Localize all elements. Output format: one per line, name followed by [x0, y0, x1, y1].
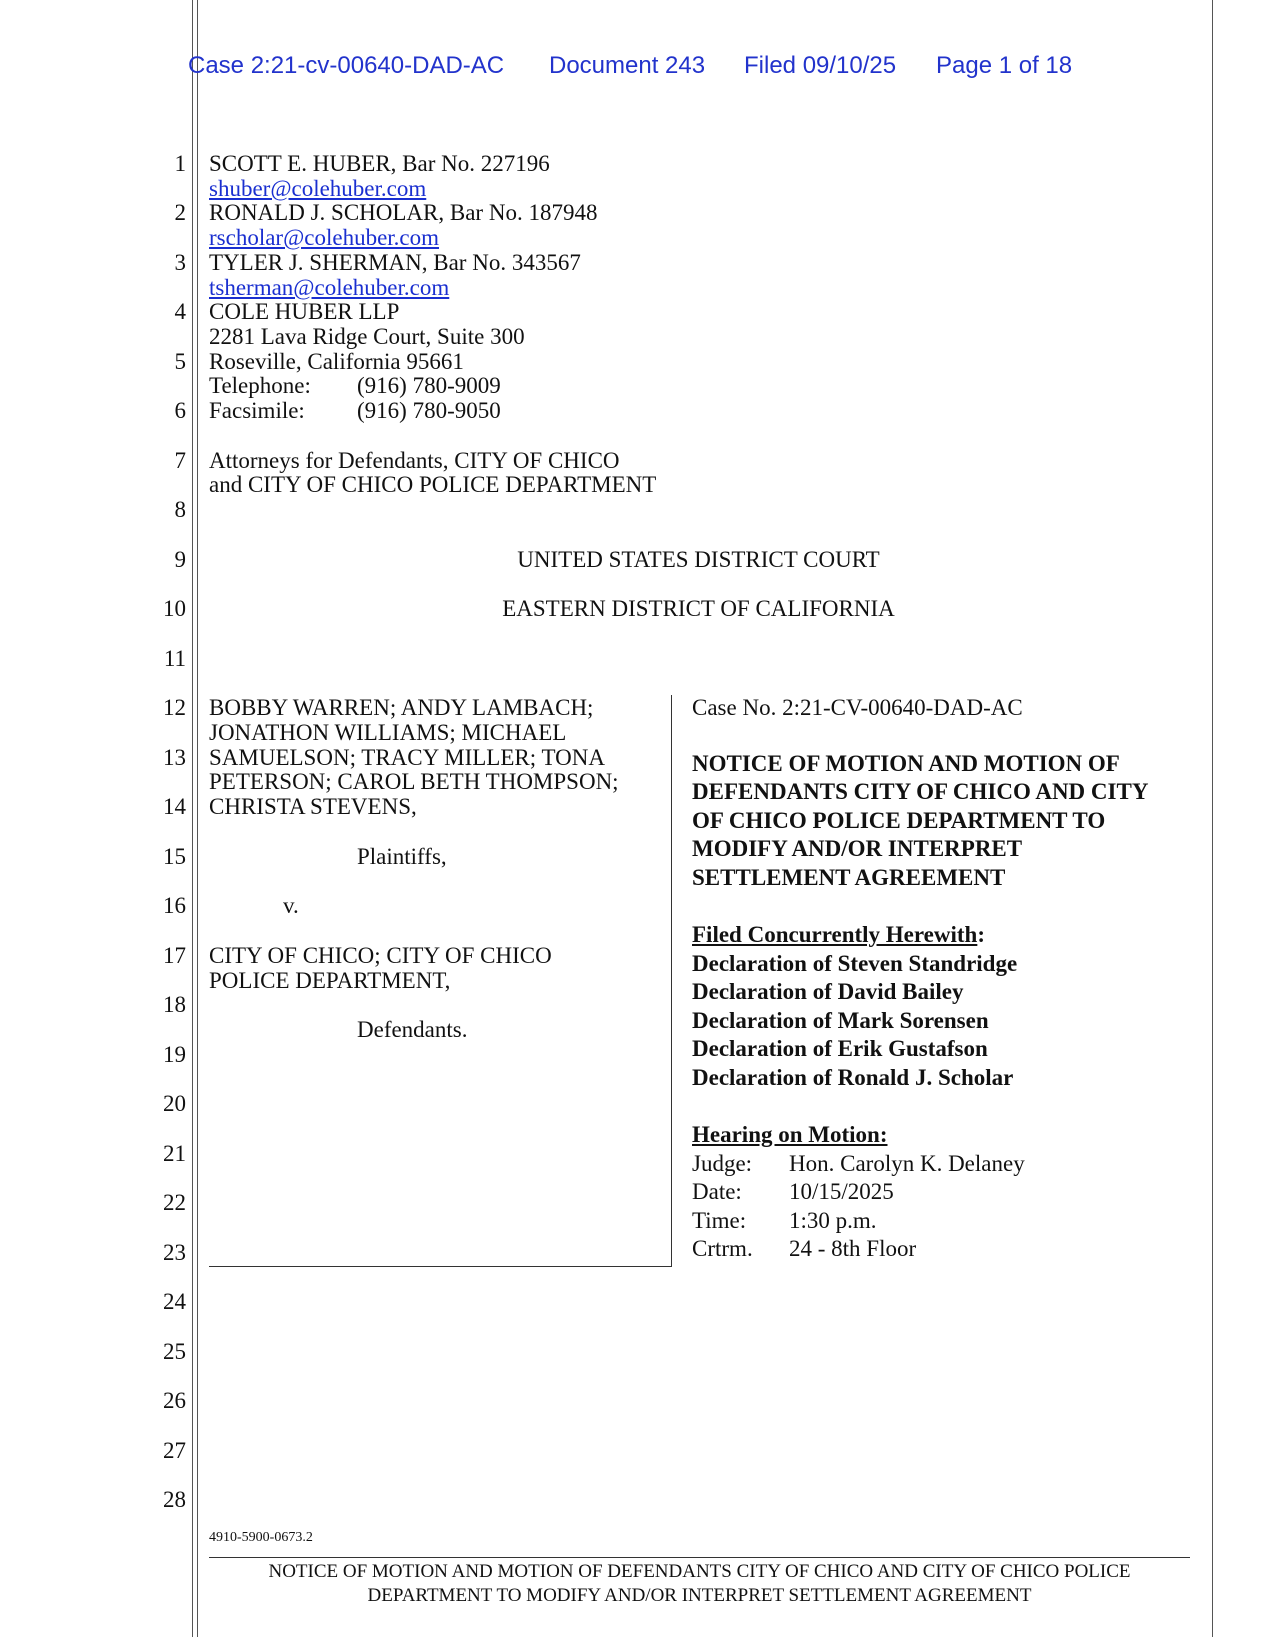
filed-concurrently-heading: Filed Concurrently Herewith:: [692, 922, 986, 947]
motion-title-line: SETTLEMENT AGREEMENT: [692, 865, 1006, 890]
filed-concurrently-text: Filed Concurrently Herewith: [692, 922, 978, 947]
line-number: 2: [174, 200, 186, 225]
plaintiff-names-line: CHRISTA STEVENS,: [209, 794, 417, 819]
court-name: UNITED STATES DISTRICT COURT: [517, 547, 880, 572]
line-number: 8: [174, 497, 186, 522]
line-number: 5: [174, 349, 186, 374]
hearing-judge-label: Judge:: [692, 1151, 753, 1176]
attorney-name: TYLER J. SHERMAN, Bar No. 343567: [209, 250, 581, 275]
motion-title-line: DEFENDANTS CITY OF CHICO AND CITY: [692, 779, 1149, 804]
line-number: 10: [163, 596, 186, 621]
line-number: 6: [174, 398, 186, 423]
telephone-number: (916) 780-9009: [357, 373, 501, 398]
attorney-name: RONALD J. SCHOLAR, Bar No. 187948: [209, 200, 598, 225]
hearing-courtroom: 24 - 8th Floor: [789, 1236, 917, 1261]
motion-title-line: NOTICE OF MOTION AND MOTION OF: [692, 751, 1120, 776]
line-number: 20: [163, 1091, 186, 1116]
declaration-item: Declaration of Mark Sorensen: [692, 1008, 989, 1033]
declaration-item: Declaration of David Bailey: [692, 979, 964, 1004]
defendants-label: Defendants.: [357, 1017, 468, 1042]
footer-rule: [209, 1557, 1190, 1558]
left-margin-rule-2: [197, 0, 198, 1637]
declaration-item: Declaration of Steven Standridge: [692, 951, 1018, 976]
facsimile-number: (916) 780-9050: [357, 398, 501, 423]
line-number: 26: [163, 1388, 186, 1413]
facsimile-label: Facsimile:: [209, 398, 305, 423]
attorney-email-link[interactable]: tsherman@colehuber.com: [209, 275, 450, 300]
line-number: 22: [163, 1190, 186, 1215]
plaintiff-names-line: BOBBY WARREN; ANDY LAMBACH;: [209, 695, 594, 720]
plaintiff-names-line: PETERSON; CAROL BETH THOMPSON;: [209, 769, 619, 794]
line-number: 7: [174, 448, 186, 473]
declaration-item: Declaration of Ronald J. Scholar: [692, 1065, 1014, 1090]
telephone-label: Telephone:: [209, 373, 311, 398]
plaintiffs-label: Plaintiffs,: [357, 844, 447, 869]
line-number: 21: [163, 1141, 186, 1166]
line-number: 15: [163, 844, 186, 869]
line-number: 1: [174, 151, 186, 176]
line-number: 4: [174, 299, 186, 324]
plaintiff-names-line: JONATHON WILLIAMS; MICHAEL: [209, 720, 567, 745]
court-district: EASTERN DISTRICT OF CALIFORNIA: [502, 596, 895, 621]
document-id: 4910-5900-0673.2: [209, 1530, 313, 1545]
firm-address-line: 2281 Lava Ridge Court, Suite 300: [209, 324, 525, 349]
line-number: 28: [163, 1487, 186, 1512]
hearing-date: 10/15/2025: [789, 1179, 894, 1204]
footer-title: [209, 1560, 1190, 1608]
attorneys-for-line: Attorneys for Defendants, CITY OF CHICO: [209, 448, 620, 473]
attorney-email-link[interactable]: shuber@colehuber.com: [209, 176, 427, 201]
firm-address-line: Roseville, California 95661: [209, 349, 464, 374]
footer-title-line: NOTICE OF MOTION AND MOTION OF DEFENDANTS CITY OF CHICO AND CITY OF CHICO POLICE: [268, 1561, 1131, 1582]
versus-label: v.: [283, 893, 299, 918]
motion-title-line: OF CHICO POLICE DEPARTMENT TO: [692, 808, 1106, 833]
line-number: 18: [163, 992, 186, 1017]
hearing-time: 1:30 p.m.: [789, 1208, 877, 1233]
line-number: 13: [163, 745, 186, 770]
hearing-heading: Hearing on Motion:: [692, 1122, 888, 1147]
header-case-number: Case 2:21-cv-00640-DAD-AC: [188, 52, 505, 79]
header-document-number: Document 243: [549, 52, 706, 79]
header-page-count: Page 1 of 18: [936, 52, 1073, 79]
motion-title-line: MODIFY AND/OR INTERPRET: [692, 836, 1023, 861]
right-margin-rule: [1212, 0, 1213, 1637]
defendant-names-line: CITY OF CHICO; CITY OF CHICO: [209, 943, 552, 968]
line-number: 17: [163, 943, 186, 968]
hearing-courtroom-label: Crtrm.: [692, 1236, 753, 1261]
line-number: 19: [163, 1042, 186, 1067]
hearing-time-label: Time:: [692, 1208, 747, 1233]
line-number: 14: [163, 794, 186, 819]
attorney-name: SCOTT E. HUBER, Bar No. 227196: [209, 151, 550, 176]
line-number: 3: [174, 250, 186, 275]
plaintiff-names-line: SAMUELSON; TRACY MILLER; TONA: [209, 745, 605, 770]
defendant-names-line: POLICE DEPARTMENT,: [209, 968, 451, 993]
footer-title-line: DEPARTMENT TO MODIFY AND/OR INTERPRET SETTLEMENT AGREEMENT: [367, 1585, 1032, 1606]
left-margin-rule-1: [192, 0, 193, 1637]
case-number: Case No. 2:21-CV-00640-DAD-AC: [692, 695, 1023, 720]
line-number: 16: [163, 893, 186, 918]
line-number: 11: [163, 646, 186, 671]
law-firm-name: COLE HUBER LLP: [209, 299, 400, 324]
attorney-email-link[interactable]: rscholar@colehuber.com: [209, 225, 440, 250]
header-filed-date: Filed 09/10/25: [744, 52, 897, 79]
attorneys-for-line: and CITY OF CHICO POLICE DEPARTMENT: [209, 472, 657, 497]
line-number: 23: [163, 1240, 186, 1265]
declaration-item: Declaration of Erik Gustafson: [692, 1036, 988, 1061]
line-number: 25: [163, 1339, 186, 1364]
line-number: 27: [163, 1438, 186, 1463]
hearing-judge: Hon. Carolyn K. Delaney: [789, 1151, 1025, 1176]
line-number: 9: [174, 547, 186, 572]
line-number: 24: [163, 1289, 186, 1314]
line-number: 12: [163, 695, 186, 720]
hearing-date-label: Date:: [692, 1179, 742, 1204]
